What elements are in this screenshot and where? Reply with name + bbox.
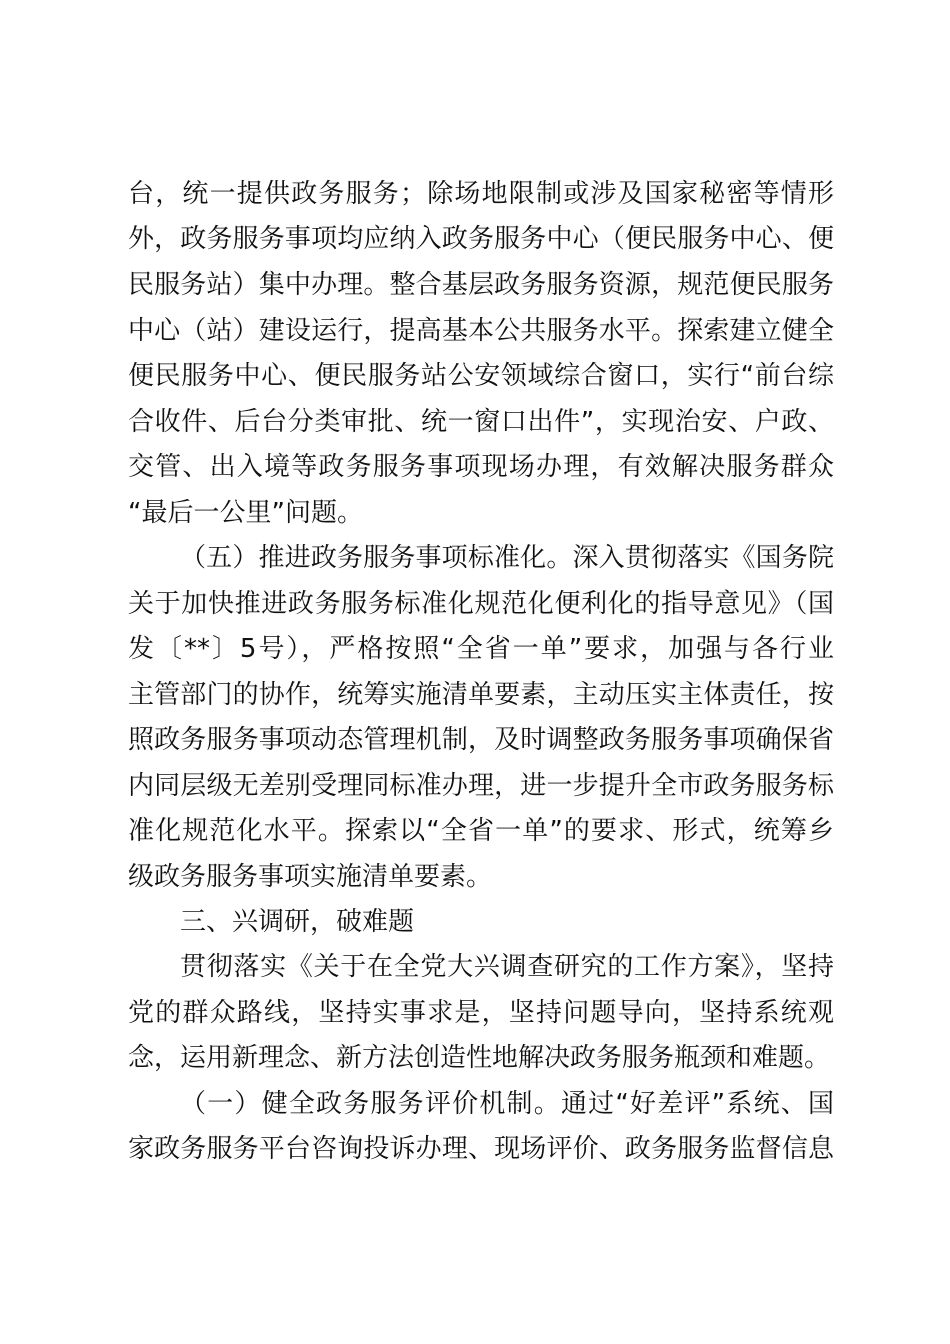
text-line: 中心（站）建设运行，提高基本公共服务水平。探索建立健全 xyxy=(128,316,834,346)
text-line: 外，政务服务事项均应纳入政务服务中心（便民服务中心、便 xyxy=(128,224,834,254)
text-line: 照政务服务事项动态管理机制，及时调整政务服务事项确保省 xyxy=(128,725,834,755)
text-line: “最后一公里”问题。 xyxy=(128,498,363,528)
text-line: 内同层级无差别受理同标准办理，进一步提升全市政务服务标 xyxy=(128,771,834,801)
text-line: 台，统一提供政务服务；除场地限制或涉及国家秘密等情形 xyxy=(128,179,834,209)
text-line: 党的群众路线，坚持实事求是，坚持问题导向，坚持系统观 xyxy=(128,998,834,1028)
text-line: 交管、出入境等政务服务事项现场办理，有效解决服务群众 xyxy=(128,452,834,482)
section-heading-line: （五）推进政务服务事项标准化。深入贯彻落实《国务院 xyxy=(180,543,834,573)
text-line: 念，运用新理念、新方法创造性地解决政务服务瓶颈和难题。 xyxy=(128,1043,831,1073)
text-line: 关于加快推进政务服务标准化规范化便利化的指导意见》（国 xyxy=(128,589,834,619)
text-line: 家政务服务平台咨询投诉办理、现场评价、政务服务监督信息 xyxy=(128,1134,834,1164)
section-heading-line: （一）健全政务服务评价机制。通过“好差评”系统、国 xyxy=(180,1089,834,1119)
text-line: 贯彻落实《关于在全党大兴调查研究的工作方案》，坚持 xyxy=(180,952,834,982)
text-line: 便民服务中心、便民服务站公安领域综合窗口，实行“前台综 xyxy=(128,361,834,391)
text-line: 发〔**〕5号），严格按照“全省一单”要求，加强与各行业 xyxy=(128,634,834,664)
text-line: 民服务站）集中办理。整合基层政务服务资源，规范便民服务 xyxy=(128,270,834,300)
text-line: 主管部门的协作，统筹实施清单要素，主动压实主体责任，按 xyxy=(128,680,834,710)
text-line: 级政务服务事项实施清单要素。 xyxy=(128,862,493,892)
text-line: 准化规范化水平。探索以“全省一单”的要求、形式，统筹乡 xyxy=(128,816,834,846)
text-line: 合收件、后台分类审批、统一窗口出件”，实现治安、户政、 xyxy=(128,407,834,437)
chapter-heading: 三、兴调研，破难题 xyxy=(180,907,415,937)
